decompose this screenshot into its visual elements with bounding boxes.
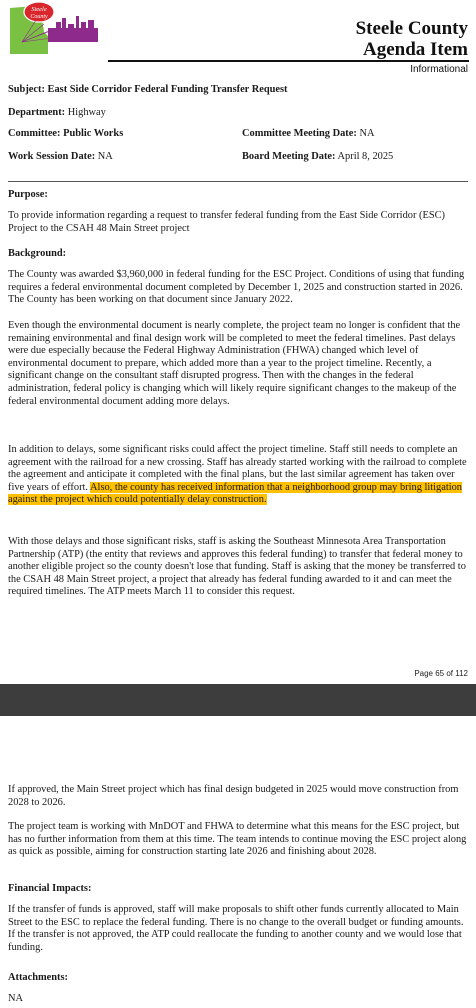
section-divider: [8, 181, 468, 182]
committee-meeting-value: NA: [359, 128, 375, 139]
work-session-value: NA: [97, 151, 113, 162]
attachments-value: NA: [8, 993, 24, 1004]
approval-paragraph: If approved, the Main Street project which has final design budgeted in 2025 would move construction from 2028 to 2026.: [8, 784, 459, 808]
page-number: Page 65 of 112: [414, 669, 468, 678]
steele-county-logo: [8, 2, 98, 56]
page-2: [0, 716, 476, 1008]
logo-text-steele: Steele: [31, 6, 47, 13]
department-value: Highway: [67, 107, 106, 118]
work-session-label: Work Session Date:: [8, 151, 96, 162]
logo-text-county: County: [30, 14, 48, 20]
background-heading: Background:: [8, 248, 67, 259]
background-paragraph-3: [8, 444, 470, 507]
subject-line: Subject: East Side Corridor Federal Funding Transfer Request: [8, 84, 288, 95]
page-separator: [0, 684, 476, 716]
attachments-heading: Attachments:: [8, 972, 69, 983]
header-rule: [108, 60, 469, 62]
background-paragraph-4: With those delays and those significant risks, staff is asking the Southeast Minnesota Area Transportation Partnership (ATP) (the entity that reviews and approves this federal funding) to transfer that federal money to another eligible project so the county doesn't lose that funding. Staff is asking that the money be transferred to the CSAH 48 Main Street project, a project that already has federal funding awarded to it and can meet the required timelines. The ATP meets March 11 to consider this request.: [8, 536, 466, 598]
item-type: Informational: [410, 64, 468, 75]
board-meeting-label: Board Meeting Date:: [242, 151, 336, 162]
department-label: Department:: [8, 107, 66, 118]
logo-skyline: [56, 16, 94, 30]
board-meeting-field: [242, 151, 393, 163]
highlighted-litigation-note: Also, the county has received information that a neighborhood group may bring litigation against the project which could potentially delay construction.: [8, 481, 463, 506]
agenda-item-label: Agenda Item: [362, 39, 468, 60]
logo-purple-band: [48, 28, 98, 42]
p3-text: In addition to delays, some significant risks could affect the project timeline. Staff still needs to complete an agreement with the railroad for a new crossing. Staff has already started working with the railroad to complete the agreement and anticipate it completed with the final plans, but the last similar agreement has taken over five years of effort.: [8, 444, 467, 493]
committee-meeting-label: Committee Meeting Date:: [242, 128, 357, 139]
work-session-field: [8, 151, 113, 163]
county-name: Steele County: [355, 18, 468, 39]
financial-impacts-text: If the transfer of funds is approved, staff will make proposals to shift other funds currently allocated to Main Street to the ESC to replace the federal funding. There is no change to the overall budget or funding amounts. If the transfer is not approved, the ATP could reallocate the funding to another county and we would lose that funding.: [8, 904, 464, 953]
project-team-paragraph: The project team is working with MnDOT and FHWA to determine what this means for the ESC project, but has no further information from them at this time. The team intends to continue moving the ESC project along as quick as possible, aiming for construction starting late 2026 and finishing about 2028.: [8, 821, 467, 858]
committee-field: [8, 128, 123, 140]
purpose-text: To provide information regarding a request to transfer federal funding from the East Side Corridor (ESC) Project to the CSAH 48 Main Street project: [8, 210, 445, 234]
financial-impacts-heading: Financial Impacts:: [8, 883, 92, 894]
background-paragraph-2: Even though the environmental document is nearly complete, the project team no longer is confident that the remaining environmental and final design work will be completed to meet the federal timelines. Past delays were due especially because the Federal Highway Administration (FHWA) changed which level of environmental document to prepare, which added more than a year to the project timeline. Recently, a significant change on the consultant staff disrupted progress. Then with the changes in the federal administration, federal policy is changing which will likely require significant changes to the makeup of the federal environmental document adding more delays.: [8, 320, 461, 407]
purpose-heading: Purpose:: [8, 189, 48, 200]
department-field: [8, 107, 106, 119]
committee-label: Committee: Public Works: [8, 128, 124, 139]
committee-meeting-field: [242, 128, 374, 140]
background-paragraph-1: The County was awarded $3,960,000 in federal funding for the ESC Project. Conditions of using that funding requires a federal environmental document completed by December 1, 2025 and construction started in 2026. The County has been working on that document since January 2022.: [8, 269, 465, 306]
agenda-header-title: [356, 18, 468, 60]
board-meeting-value: April 8, 2025: [337, 151, 394, 162]
